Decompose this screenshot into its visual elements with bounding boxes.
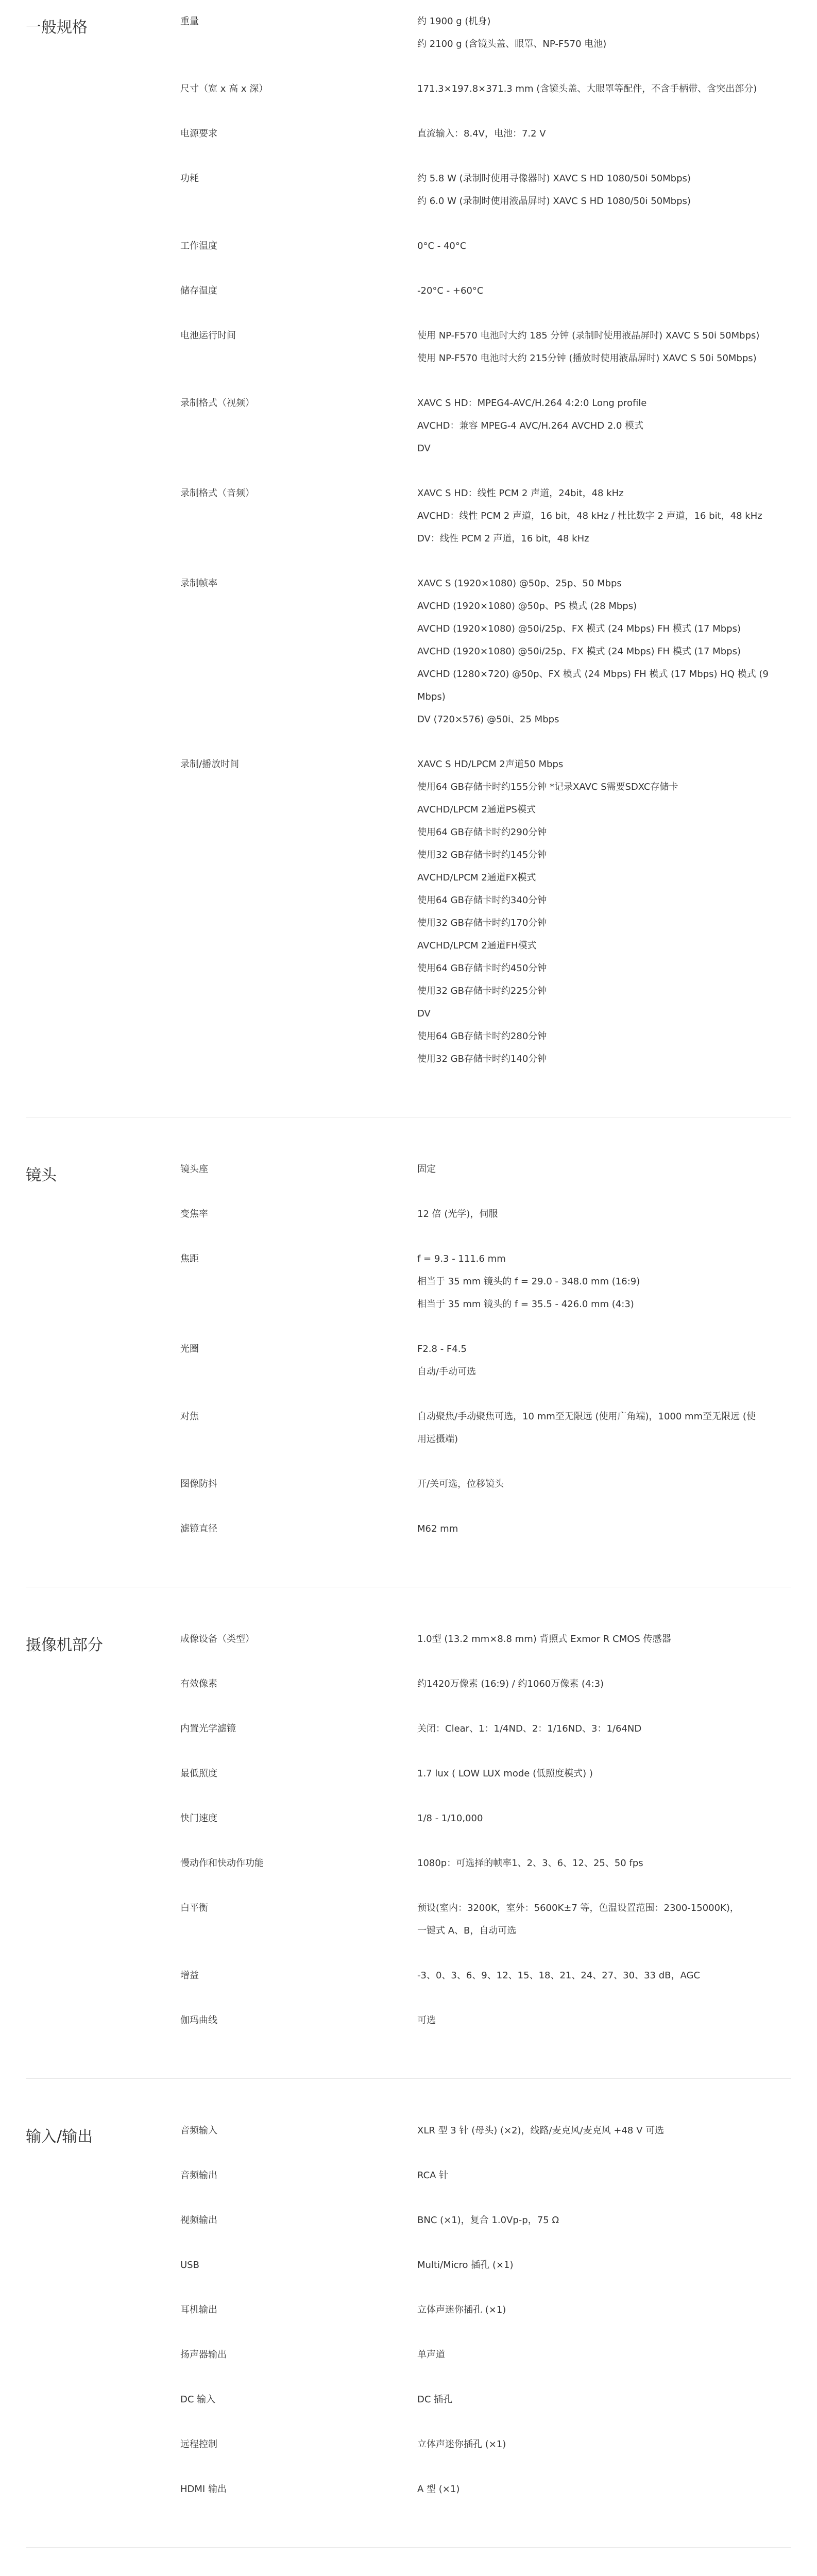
spec-value: [417, 2009, 798, 2032]
spec-value-line: 可选: [417, 2015, 436, 2026]
spec-label: 最低照度: [180, 1768, 217, 1779]
spec-value: [417, 572, 798, 731]
spec-value-line: AVCHD (1920×1080) @50p、PS 模式 (28 Mbps): [417, 601, 637, 612]
spec-value-line: 0°C - 40°C: [417, 241, 467, 251]
spec-value-line: 立体声迷你插孔 (×1): [417, 2439, 506, 2450]
spec-value-line: BNC (×1)，复合 1.0Vp-p，75 Ω: [417, 2215, 559, 2226]
spec-value-line: XAVC S (1920×1080) @50p、25p、50 Mbps: [417, 578, 622, 589]
spec-label: 白平衡: [180, 1903, 208, 1913]
spec-value-line: RCA 针: [417, 2170, 449, 2181]
spec-value-line: 用远摄端): [417, 1434, 458, 1445]
spec-value: [417, 1158, 798, 1181]
spec-value: [417, 325, 798, 370]
spec-value: [417, 1518, 798, 1540]
spec-value-line: f = 9.3 - 111.6 mm: [417, 1253, 506, 1264]
spec-value-line: DV (720×576) @50i、25 Mbps: [417, 714, 559, 725]
spec-value-line: 171.3×197.8×371.3 mm (含镜头盖、大眼罩等配件，不含手柄带、含突出部分): [417, 83, 757, 94]
spec-label: 音频输出: [180, 2170, 217, 2181]
spec-value: [417, 2209, 798, 2232]
spec-value: [417, 1964, 798, 1987]
spec-value-line: 相当于 35 mm 镜头的 f = 35.5 - 426.0 mm (4:3): [417, 1299, 634, 1310]
spec-value-line: AVCHD (1920×1080) @50i/25p、FX 模式 (24 Mbps) FH 模式 (17 Mbps): [417, 646, 741, 657]
spec-label: 光圈: [180, 1344, 199, 1354]
spec-value: [417, 78, 798, 100]
spec-value: [417, 2254, 798, 2277]
spec-label: 成像设备（类型）: [180, 1634, 254, 1645]
spec-label: 工作温度: [180, 241, 217, 251]
spec-value-line: XLR 型 3 针 (母头) (×2)，线路/麦克风/麦克风 +48 V 可选: [417, 2125, 665, 2136]
spec-value: [417, 1673, 798, 1696]
spec-value: [417, 482, 798, 550]
spec-value-line: 1/8 - 1/10,000: [417, 1813, 483, 1824]
spec-value: [417, 123, 798, 145]
spec-value-line: 使用64 GB存储卡时约340分钟: [417, 895, 547, 906]
spec-value-line: DV: [417, 443, 431, 454]
spec-value-line: 约 2100 g (含镜头盖、眼罩、NP-F570 电池): [417, 39, 607, 49]
spec-value-line: 开/关可选，位移镜头: [417, 1479, 504, 1489]
spec-value-line: Multi/Micro 插孔 (×1): [417, 2260, 514, 2270]
spec-value: [417, 2344, 798, 2366]
spec-value: [417, 235, 798, 258]
spec-value-line: 1.0型 (13.2 mm×8.8 mm) 背照式 Exmor R CMOS 传感器: [417, 1634, 671, 1645]
spec-value-line: F2.8 - F4.5: [417, 1344, 467, 1354]
spec-value: [417, 1718, 798, 1740]
spec-label: 录制/播放时间: [180, 759, 240, 770]
spec-label: 视频输出: [180, 2215, 217, 2226]
spec-value-line: XAVC S HD/LPCM 2声道50 Mbps: [417, 759, 564, 770]
spec-label: 图像防抖: [180, 1479, 217, 1489]
spec-label: USB: [180, 2260, 199, 2270]
spec-label: 镜头座: [180, 1164, 208, 1175]
spec-label: 有效像素: [180, 1679, 217, 1689]
spec-value-line: AVCHD：线性 PCM 2 声道，16 bit，48 kHz / 杜比数字 2 声道，16 bit，48 kHz: [417, 511, 762, 521]
section-title: 摄像机部分: [26, 1636, 103, 1654]
spec-value: [417, 1473, 798, 1496]
spec-value: [417, 1852, 798, 1875]
spec-value-line: A 型 (×1): [417, 2484, 460, 2495]
spec-label: 重量: [180, 16, 199, 27]
spec-value: [417, 167, 798, 213]
spec-value-line: XAVC S HD：线性 PCM 2 声道，24bit，48 kHz: [417, 488, 624, 499]
spec-label: DC 输入: [180, 2394, 216, 2405]
spec-value-line: DC 插孔: [417, 2394, 453, 2405]
spec-label: 变焦率: [180, 1209, 208, 1219]
spec-value-line: 使用64 GB存储卡时约280分钟: [417, 1031, 547, 1042]
spec-label: 焦距: [180, 1253, 199, 1264]
spec-value-line: 约1420万像素 (16:9) / 约1060万像素 (4:3): [417, 1679, 604, 1689]
spec-label: 远程控制: [180, 2439, 217, 2450]
section-title: 输入/输出: [26, 2128, 93, 2146]
spec-value-line: 使用64 GB存储卡时约155分钟 *记录XAVC S需要SDXC存储卡: [417, 782, 678, 792]
spec-value-line: DV: [417, 1008, 431, 1019]
spec-label: 慢动作和快动作功能: [180, 1858, 264, 1869]
spec-value-line: 直流输入：8.4V，电池：7.2 V: [417, 128, 546, 139]
spec-value-line: 约 1900 g (机身): [417, 16, 491, 27]
spec-value: [417, 2478, 798, 2501]
spec-label: 耳机输出: [180, 2304, 217, 2315]
spec-value: [417, 1248, 798, 1316]
spec-label: 音频输入: [180, 2125, 217, 2136]
spec-value-line: 一键式 A、B，自动可选: [417, 1925, 517, 1936]
spec-value-line: 自动聚焦/手动聚焦可选，10 mm至无限远 (使用广角端)，1000 mm至无限远 (使: [417, 1411, 756, 1422]
spec-label: 伽玛曲线: [180, 2015, 217, 2026]
spec-value-line: AVCHD (1920×1080) @50i/25p、FX 模式 (24 Mbps) FH 模式 (17 Mbps): [417, 623, 741, 634]
spec-value-line: AVCHD/LPCM 2通道FX模式: [417, 872, 536, 883]
spec-value: [417, 1338, 798, 1383]
spec-value-line: 1080p：可选择的帧率1、2、3、6、12、25、50 fps: [417, 1858, 643, 1869]
spec-label: 扬声器输出: [180, 2349, 227, 2360]
section-title: 一般规格: [26, 19, 88, 37]
spec-value-line: 约 6.0 W (录制时使用液晶屏时) XAVC S HD 1080/50i 50Mbps): [417, 196, 691, 207]
spec-label: 增益: [180, 1970, 199, 1981]
spec-value: [417, 280, 798, 302]
spec-value-line: 自动/手动可选: [417, 1366, 476, 1377]
spec-value: [417, 1203, 798, 1226]
spec-value: [417, 10, 798, 56]
spec-value: [417, 1405, 798, 1451]
spec-value: [417, 2388, 798, 2411]
spec-value-line: 使用32 GB存储卡时约145分钟: [417, 850, 547, 860]
spec-value-line: AVCHD/LPCM 2通道PS模式: [417, 804, 536, 815]
spec-value-line: AVCHD/LPCM 2通道FH模式: [417, 940, 537, 951]
section-title: 镜头: [26, 1166, 57, 1184]
spec-value-line: Mbps): [417, 691, 446, 702]
spec-value-line: 预设(室内：3200K，室外：5600K±7 等，色温设置范围：2300-15000K)，: [417, 1903, 739, 1913]
spec-value-line: 使用32 GB存储卡时约140分钟: [417, 1054, 547, 1064]
spec-value-line: AVCHD：兼容 MPEG-4 AVC/H.264 AVCHD 2.0 模式: [417, 420, 644, 431]
spec-label: HDMI 输出: [180, 2484, 227, 2495]
section-divider: [26, 2547, 791, 2548]
spec-value: [417, 1628, 798, 1651]
spec-value-line: XAVC S HD：MPEG4-AVC/H.264 4:2:0 Long profile: [417, 398, 647, 409]
spec-label: 录制帧率: [180, 578, 217, 589]
spec-label: 滤镜直径: [180, 1523, 217, 1534]
spec-value-line: M62 mm: [417, 1523, 458, 1534]
spec-value-line: 使用 NP-F570 电池时大约 215分钟 (播放时使用液晶屏时) XAVC S 50i 50Mbps): [417, 353, 757, 364]
spec-value-line: 1.7 lux ( LOW LUX mode (低照度模式) ): [417, 1768, 593, 1779]
spec-value: [417, 392, 798, 460]
spec-label: 电池运行时间: [180, 330, 236, 341]
spec-label: 快门速度: [180, 1813, 217, 1824]
spec-value-line: 单声道: [417, 2349, 445, 2360]
spec-value-line: -20°C - +60°C: [417, 285, 484, 296]
spec-label: 对焦: [180, 1411, 199, 1422]
spec-value: [417, 2120, 798, 2142]
spec-value-line: 使用64 GB存储卡时约290分钟: [417, 827, 547, 838]
spec-value: [417, 1897, 798, 1942]
spec-value-line: 固定: [417, 1164, 436, 1175]
spec-value-line: AVCHD (1280×720) @50p、FX 模式 (24 Mbps) FH 模式 (17 Mbps) HQ 模式 (9: [417, 669, 769, 680]
spec-value-line: 关闭：Clear、1：1/4ND、2：1/16ND、3：1/64ND: [417, 1723, 642, 1734]
spec-label: 储存温度: [180, 285, 217, 296]
spec-value: [417, 1807, 798, 1830]
spec-label: 尺寸（宽 x 高 x 深）: [180, 83, 268, 94]
spec-value: [417, 1762, 798, 1785]
spec-value-line: -3、0、3、6、9、12、15、18、21、24、27、30、33 dB，AGC: [417, 1970, 700, 1981]
spec-value: [417, 2433, 798, 2456]
spec-value-line: 使用 NP-F570 电池时大约 185 分钟 (录制时使用液晶屏时) XAVC S 50i 50Mbps): [417, 330, 760, 341]
spec-value-line: 约 5.8 W (录制时使用寻像器时) XAVC S HD 1080/50i 50Mbps): [417, 173, 691, 184]
spec-value-line: 使用64 GB存储卡时约450分钟: [417, 963, 547, 974]
spec-value-line: 12 倍 (光学)，伺服: [417, 1209, 498, 1219]
spec-value-line: 使用32 GB存储卡时约225分钟: [417, 986, 547, 996]
section-divider: [26, 2078, 791, 2079]
spec-label: 功耗: [180, 173, 199, 184]
spec-value: [417, 2299, 798, 2321]
spec-value-line: 相当于 35 mm 镜头的 f = 29.0 - 348.0 mm (16:9): [417, 1276, 640, 1287]
spec-label: 电源要求: [180, 128, 217, 139]
spec-value: [417, 753, 798, 1071]
spec-label: 录制格式（视频）: [180, 398, 254, 409]
spec-value: [417, 2164, 798, 2187]
spec-value-line: 使用32 GB存储卡时约170分钟: [417, 918, 547, 928]
spec-label: 内置光学滤镜: [180, 1723, 236, 1734]
spec-value-line: DV：线性 PCM 2 声道，16 bit，48 kHz: [417, 533, 589, 544]
spec-label: 录制格式（音频）: [180, 488, 254, 499]
spec-value-line: 立体声迷你插孔 (×1): [417, 2304, 506, 2315]
